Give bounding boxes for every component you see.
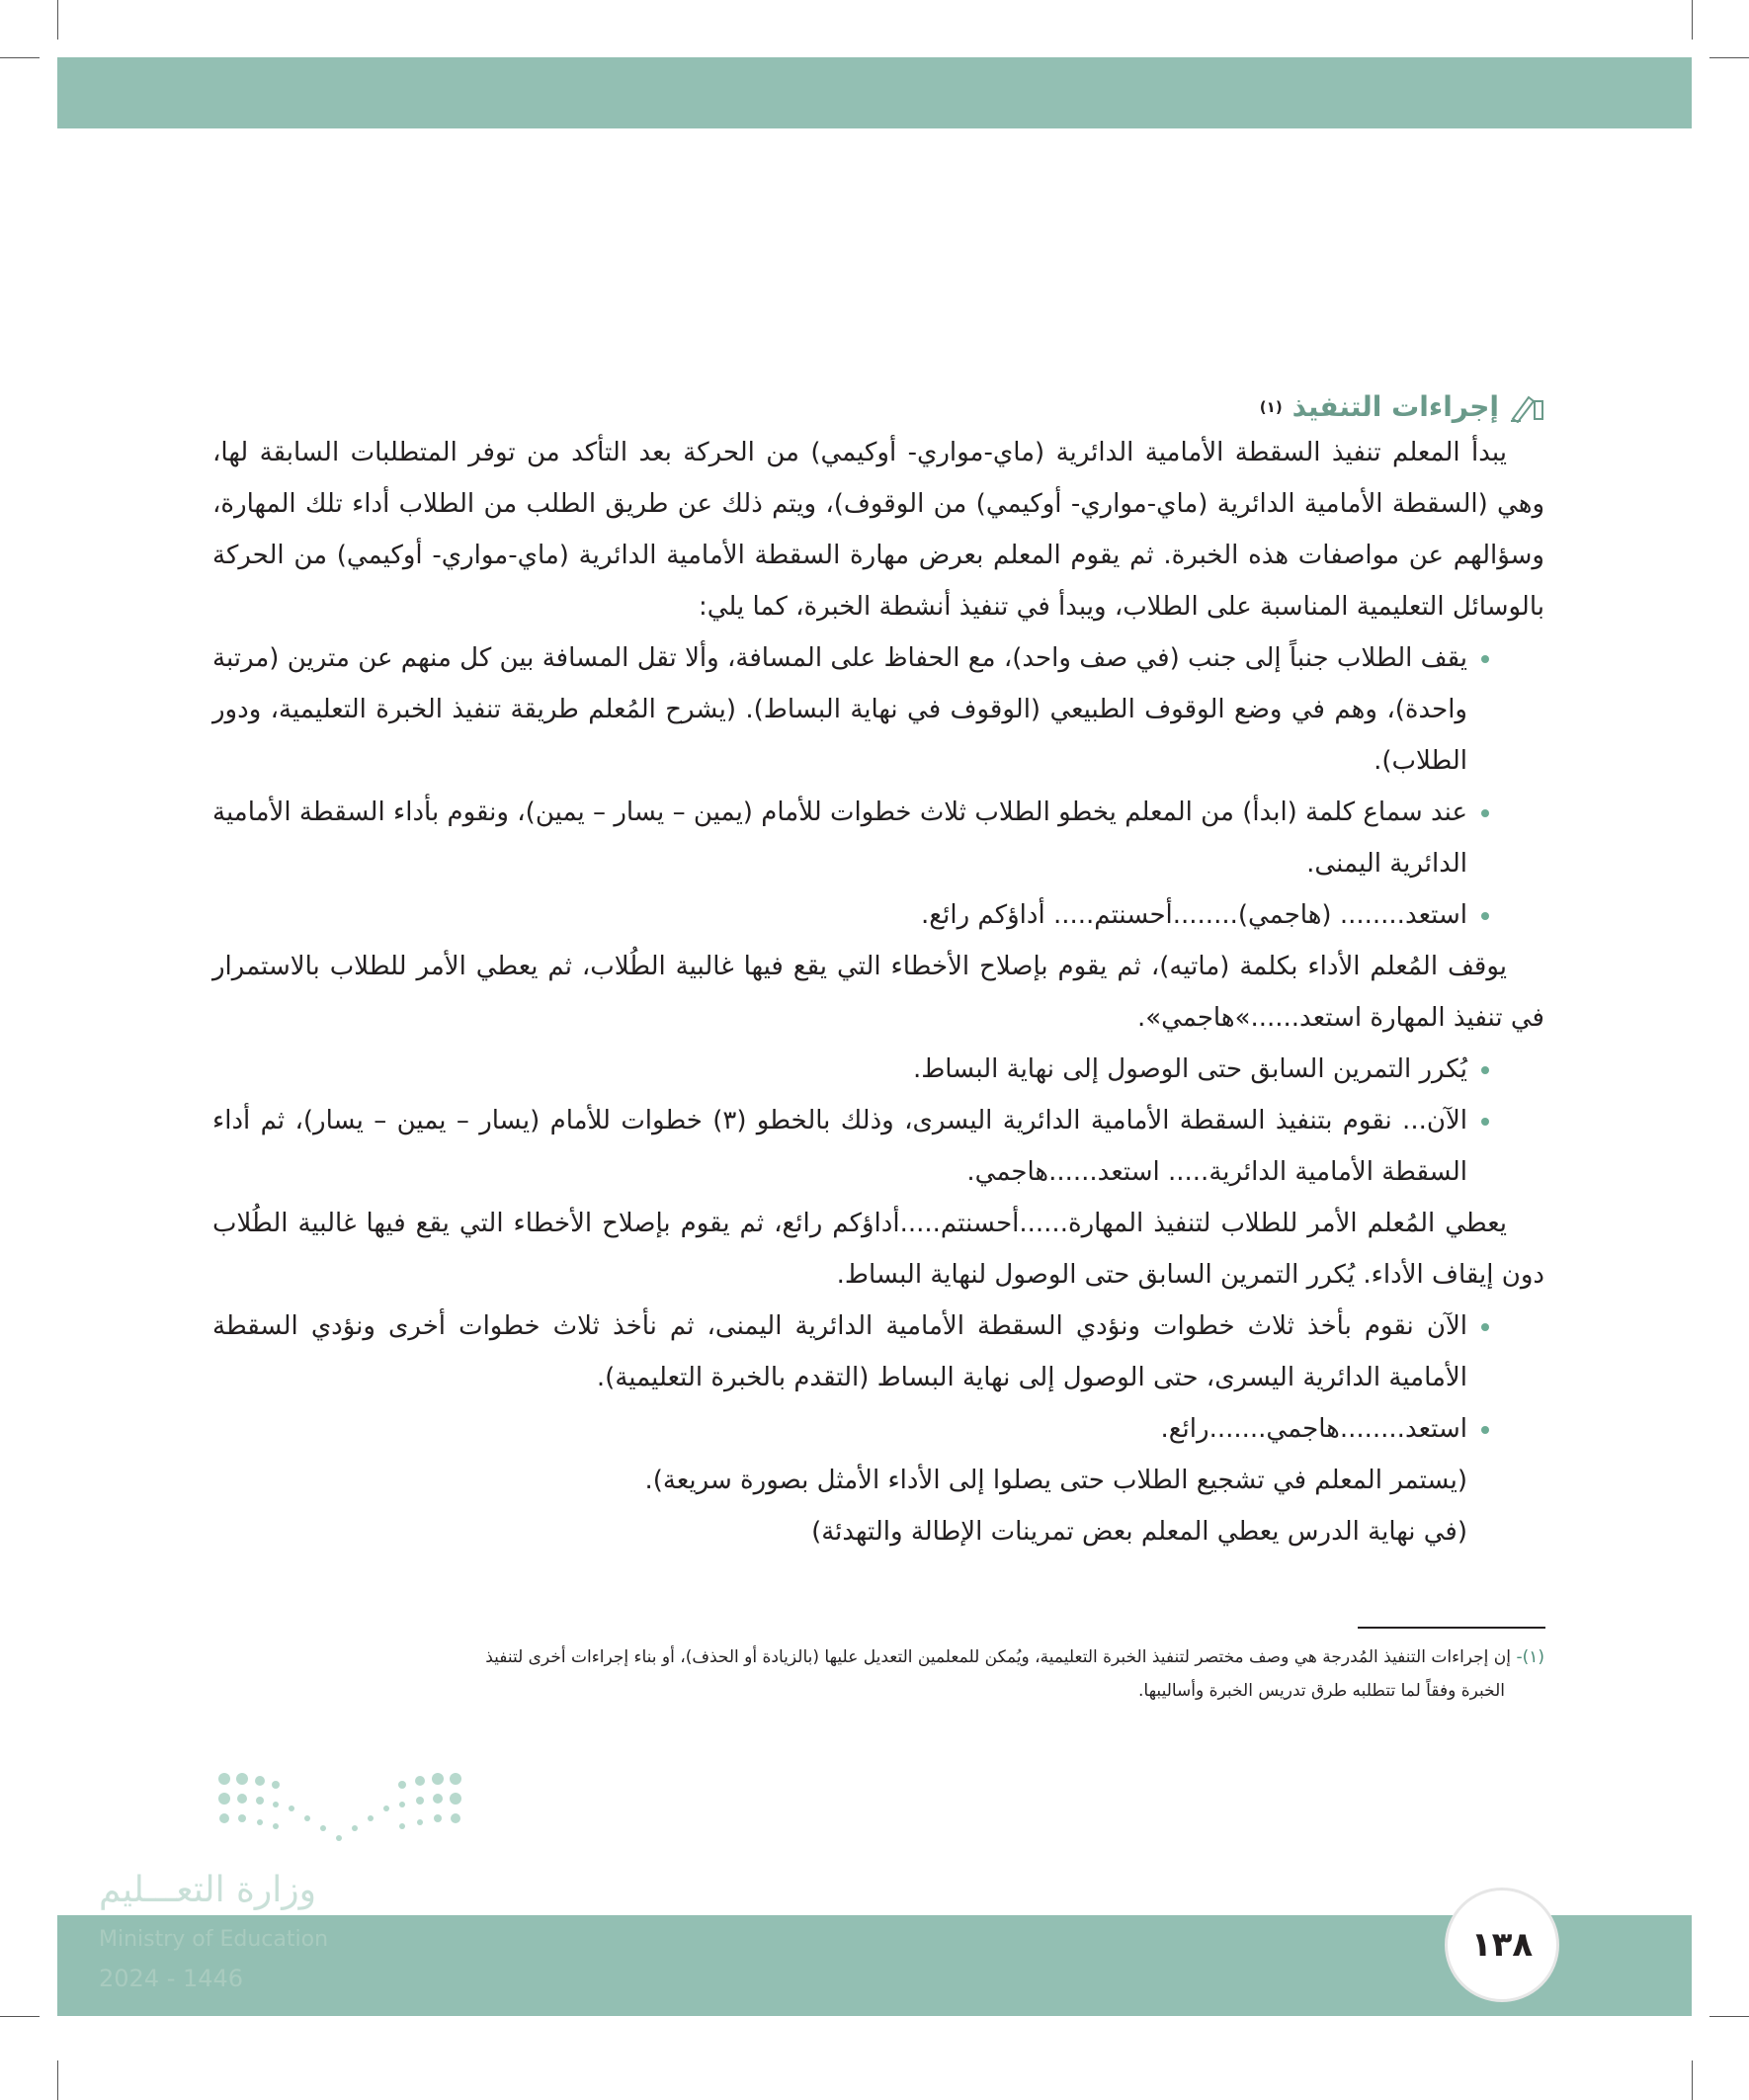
bullet-list: [212, 632, 1544, 941]
bullet-dot: [1481, 1323, 1489, 1331]
paragraph: يوقف المُعلم الأداء بكلمة (ماتيه)، ثم يقوم بإصلاح الأخطاء التي يقع فيها غالبية الطُلاب، ثم يعطي الأمر للطلاب بالاستمرار في تنفيذ المهارة استعد......»هاجمي».: [212, 952, 1544, 1033]
list-item-text: عند سماع كلمة (ابدأ) من المعلم يخطو الطلاب ثلاث خطوات للأمام (يمين – يسار – يمين)، ونقوم بأداء السقطة الأمامية الدائرية اليمنى.: [212, 798, 1467, 879]
ministry-logo-dots: [212, 1769, 469, 1858]
list-item-text: يُكرر التمرين السابق حتى الوصول إلى نهاية البساط.: [912, 1054, 1467, 1084]
list-item: [212, 1301, 1467, 1403]
crop-mark: [0, 2016, 40, 2017]
bullet-dot: [1481, 1066, 1489, 1074]
page-content: [212, 390, 1544, 1557]
crop-mark: [57, 0, 58, 40]
footnote-text: إن إجراءات التنفيذ المُدرجة هي وصف مختصر لتنفيذ الخبرة التعليمية، ويُمكن للمعلمين التعديل عليها (بالزيادة أو الحذف)، أو بناء إجراءات أخرى لتنفيذ: [485, 1647, 1512, 1667]
heading-footnote-ref: (١): [1259, 397, 1283, 416]
note: (في نهاية الدرس يعطي المعلم بعض تمرينات الإطالة والتهدئة): [811, 1517, 1467, 1547]
bullet-list: [212, 1301, 1544, 1455]
footnote-divider: [1358, 1627, 1545, 1629]
footnote-text-continued: الخبرة وفقاً لما تتطلبه طرق تدريس الخبرة وأساليبها.: [1138, 1681, 1505, 1701]
ministry-watermark-ar: وزارة التعـــليم: [99, 1870, 317, 1910]
note: (يستمر المعلم في تشجيع الطلاب حتى يصلوا إلى الأداء الأمثل بصورة سريعة).: [644, 1466, 1467, 1495]
list-item: [212, 889, 1467, 941]
list-item: [212, 1095, 1467, 1198]
crop-mark: [0, 57, 40, 58]
crop-mark: [1692, 2060, 1693, 2100]
list-item: [212, 787, 1467, 889]
section-heading: [212, 390, 1544, 423]
list-item: [212, 1403, 1467, 1455]
crop-mark: [1692, 0, 1693, 40]
header-band: [57, 57, 1692, 128]
crop-mark: [57, 2060, 58, 2100]
bullet-dot: [1481, 655, 1489, 663]
bullet-dot: [1481, 809, 1489, 817]
bullet-dot: [1481, 912, 1489, 920]
list-item: [212, 632, 1467, 787]
ministry-watermark-en: Ministry of Education: [99, 1927, 329, 1952]
bullet-dot: [1481, 1118, 1489, 1126]
pen-writing-icon: [1509, 391, 1544, 423]
section-heading-text: إجراءات التنفيذ: [1291, 390, 1499, 423]
list-item-text: الآن نقوم بأخذ ثلاث خطوات ونؤدي السقطة الأمامية الدائرية اليمنى، ثم نأخذ ثلاث خطوات أخرى ونؤدي السقطة الأمامية الدائرية اليسرى، حتى الوصول إلى نهاية البساط (التقدم بالخبرة التعليمية).: [212, 1311, 1467, 1392]
list-item-text: يقف الطلاب جنباً إلى جنب (في صف واحد)، مع الحفاظ على المسافة، وألا تقل المسافة بين كل منهم عن مترين (مرتبة واحدة)، وهم في وضع الوقوف الطبيعي (الوقوف في نهاية البساط). (يشرح المُعلم طريقة تنفيذ الخبرة التعليمية، ودور الطلاب).: [212, 643, 1467, 776]
list-item-text: استعد........ (هاجمي)........أحسنتم..... أداؤكم رائع.: [921, 900, 1467, 930]
list-item-text: الآن... نقوم بتنفيذ السقطة الأمامية الدائرية اليسرى، وذلك بالخطو (٣) خطوات للأمام (يسار – يمين – يسار)، ثم أداء السقطة الأمامية الدائرية..... استعد......هاجمي.: [212, 1106, 1467, 1187]
paragraph: يعطي المُعلم الأمر للطلاب لتنفيذ المهارة......أحسنتم.....أداؤكم رائع، ثم يقوم بإصلاح الأخطاء التي يقع فيها غالبية الطُلاب دون إيقاف الأداء. يُكرر التمرين السابق حتى الوصول لنهاية البساط.: [212, 1209, 1544, 1290]
crop-mark: [1709, 2016, 1749, 2017]
ministry-watermark-year: 2024 - 1446: [99, 1965, 244, 1992]
paragraph: يبدأ المعلم تنفيذ السقطة الأمامية الدائرية (ماي-مواري- أوكيمي) من الحركة بعد التأكد من توفر المتطلبات السابقة لها، وهي (السقطة الأمامية الدائرية (ماي-مواري- أوكيمي) من الوقوف)، ويتم ذلك عن طريق الطلب من الطلاب أداء تلك المهارة، وسؤالهم عن مواصفات هذه الخبرة. ثم يقوم المعلم بعرض مهارة السقطة الأمامية الدائرية (ماي-مواري- أوكيمي) من الحركة بالوسائل التعليمية المناسبة على الطلاب، ويبدأ في تنفيذ أنشطة الخبرة، كما يلي:: [212, 438, 1544, 622]
page-number: [1445, 1888, 1559, 2002]
list-item-text: استعد........هاجمي.......رائع.: [1160, 1414, 1467, 1444]
list-item: [212, 1044, 1467, 1095]
crop-mark: [1709, 57, 1749, 58]
bullet-list: [212, 1044, 1544, 1198]
bullet-dot: [1481, 1426, 1489, 1434]
footnote: [212, 1640, 1544, 1708]
page-number-text: ١٣٨: [1470, 1925, 1534, 1965]
footnote-number: (١)-: [1516, 1647, 1544, 1667]
